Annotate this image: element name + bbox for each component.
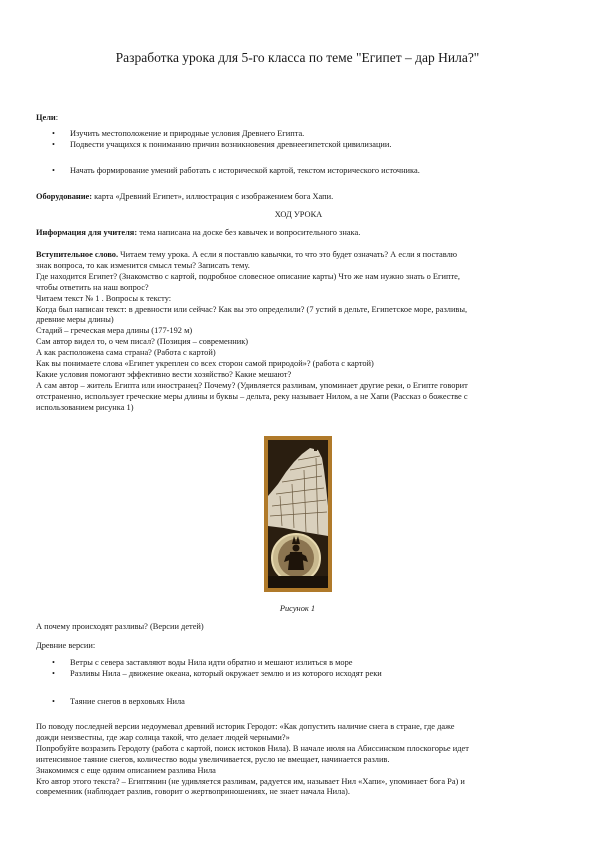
lesson-heading: ХОД УРОКА xyxy=(274,210,323,219)
equipment-label: Оборудование: xyxy=(36,192,93,201)
body-line: Как вы понимаете слова «Египет укреплен со всех сторон самой природой»? (работа с картой) xyxy=(36,359,374,369)
closing-line: По поводу последней версии недоумевал древний историк Геродот: «Как допустить наличие снега в стране, где даже xyxy=(36,722,455,731)
body-line: чтобы ответить на наш вопрос? xyxy=(36,282,149,292)
version-item: • Ветры с севера заставляют воды Нила идти обратно и мешают излиться в море xyxy=(36,658,561,669)
teacher-info-line xyxy=(36,228,561,239)
page-title: Разработка урока для 5-го класса по теме "Египет – дар Нила?" xyxy=(115,50,480,65)
closing-line: дожди неизвестны, где жар солнца такой, что делает людей черными?» xyxy=(36,732,290,742)
hapi-illustration xyxy=(264,436,332,592)
body-line: Читаем текст № 1 . Вопросы к тексту: xyxy=(36,293,172,303)
body-line: А сам автор – житель Египта или иностранец? Почему? (Удивляется разливам, упоминает другие реки, о Египте говорит xyxy=(36,380,468,390)
teacher-info-text: тема написана на доске без кавычек и вопросительного знака. xyxy=(137,228,361,237)
body-line: Сам автор видел то, о чем писал? (Позиция – современник) xyxy=(36,337,249,347)
intro-label: Вступительное слово. xyxy=(36,250,119,259)
god-head xyxy=(293,545,300,552)
version-item: • Разливы Нила – движение океана, который окружает землю и из которого исходят реки xyxy=(36,669,561,680)
goal-item: • Подвести учащихся к пониманию причин возникновения древнеегипетской цивилизации. xyxy=(36,140,561,151)
goals-label: Цели xyxy=(36,113,56,122)
figure-top-left xyxy=(306,442,309,449)
closing-line: Попробуйте возразить Геродоту (работа с картой, поиск истоков Нила). В начале июля на Абиссинском плоскогорье идет xyxy=(36,743,469,753)
goal-item: • Начать формирование умений работать с исторической картой, текстом исторического источника. xyxy=(36,166,561,177)
figure-top-right xyxy=(314,444,317,451)
body-line: древние меры длины) xyxy=(36,315,114,325)
closing-line: интенсивное таяние снегов, количество воды увеличивается, русло не вмещает, начинается разлив. xyxy=(36,754,390,764)
body-line: Когда был написан текст: в древности или сейчас? Как вы это определили? (7 устий в дельте, Египетское море, разливы, xyxy=(36,304,468,314)
closing-block xyxy=(36,722,561,798)
equipment-line xyxy=(36,192,561,203)
closing-line: Знакомимся с еще одним описанием разлива Нила xyxy=(36,765,216,775)
figure-caption: Рисунок 1 xyxy=(279,604,316,613)
body-line: Где находится Египет? (Знакомство с картой, подробное словесное описание карты) Что же нам нужно знать о Египте, xyxy=(36,271,460,281)
intro-block xyxy=(36,250,561,414)
body-line: А как расположена сама страна? (Работа с картой) xyxy=(36,348,216,358)
goal-item: • Изучить местоположение и природные условия Древнего Египта. xyxy=(36,129,561,140)
body-line: Стадий – греческая мера длины (177-192 м) xyxy=(36,326,193,336)
closing-line: современник (наблюдает разлив, говорит о жертвоприношениях, не знает начала Нила). xyxy=(36,787,350,797)
closing-line: Кто автор этого текста? – Египтянин (не удивляется разливам, радуется им, называет Нил «Хапи», упоминает бога Ра) и xyxy=(36,776,465,786)
versions-list-b xyxy=(36,697,561,708)
goals-list-a xyxy=(36,129,561,151)
body-line: Какие условия помогают эффективно вести хозяйство? Какие мешают? xyxy=(36,369,292,379)
intro-line: знак вопроса, то как изменится смысл темы? Записать тему. xyxy=(36,260,250,270)
body-line: отстраненно, использует греческие меры длины и буквы – дельта, реку называет Нилом, а не Хапи (Рассказ о божестве с xyxy=(36,391,468,401)
illustration-ground xyxy=(268,576,328,588)
god-body xyxy=(288,552,304,570)
goals-section: Цели: xyxy=(36,113,59,122)
versions-list-a xyxy=(36,658,561,680)
equipment-text: карта «Древний Египет», иллюстрация с изображением бога Хапи. xyxy=(92,192,334,201)
floods-question: А почему происходят разливы? (Версии детей) xyxy=(36,622,204,631)
intro-line: Читаем тему урока. А если я поставлю кавычки, то что это будет означать? А если я поставлю xyxy=(118,250,458,259)
ancient-versions-label: Древние версии: xyxy=(36,641,96,650)
version-item: • Таяние снегов в верховьях Нила xyxy=(36,697,561,708)
body-line: использованием рисунка 1) xyxy=(36,402,134,412)
goals-list-b xyxy=(36,166,561,177)
teacher-info-label: Информация для учителя: xyxy=(36,228,138,237)
